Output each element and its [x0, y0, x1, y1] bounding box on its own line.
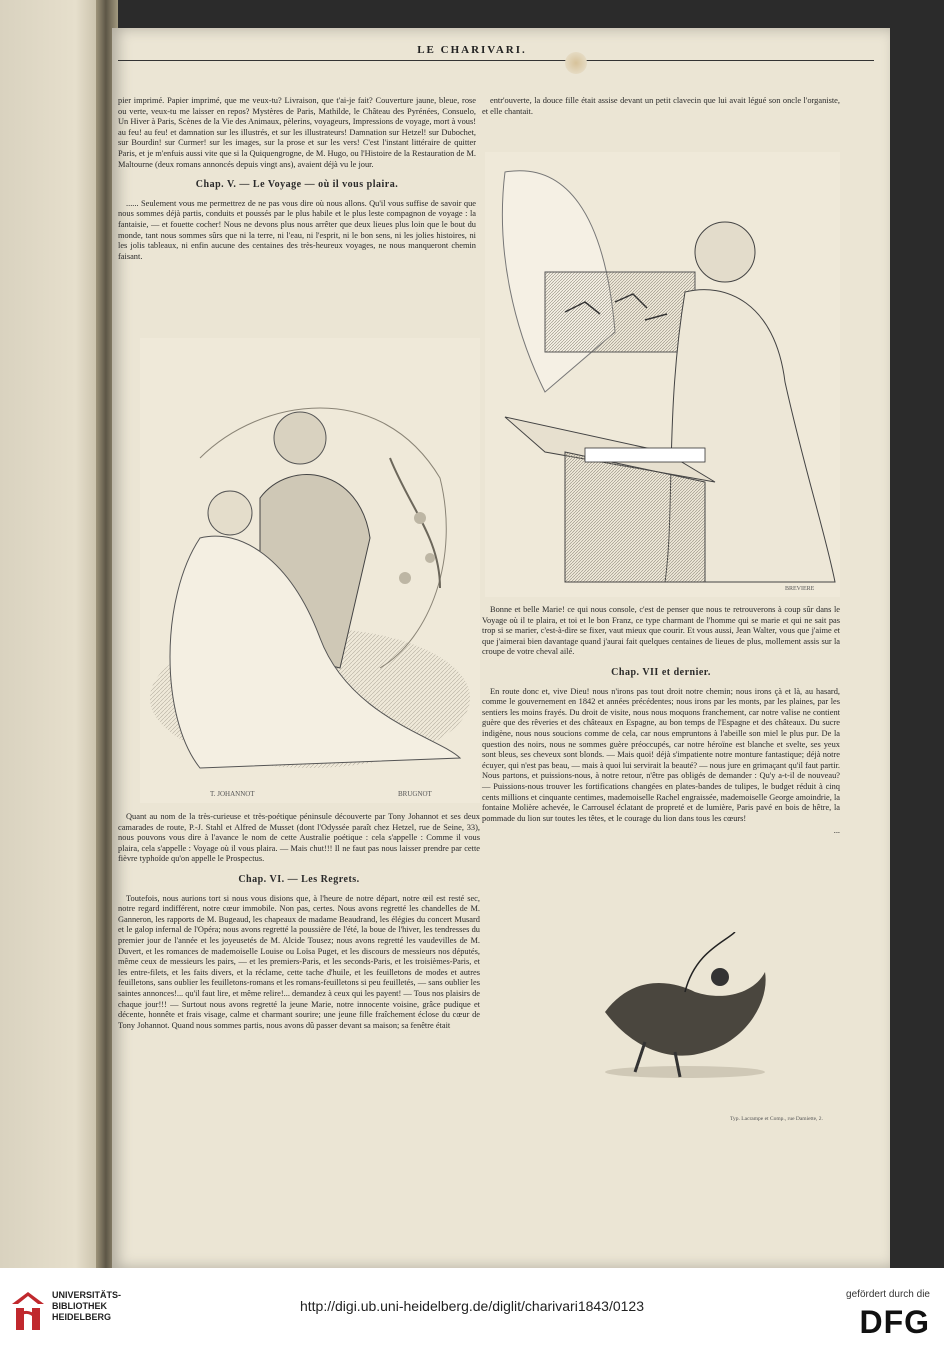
printer-imprint: Typ. Lacrampe et Comp., rue Damiette, 2.	[730, 1116, 823, 1122]
illustration-couple	[140, 338, 480, 803]
chapter-7-text: En route donc et, vive Dieu! nous n'irons pas tout droit notre chemin; nous irons çà et là, au hasard, comme le gouvernement en 1842 et années précédentes; nous irons par les monts, par les plaines, par les sentiers les moins frayés. Du droit de visite, nous nous moquons franchement, car notre valise ne contient guère que des rêveries et des châteaux en Espagne, au bon temps de l'Espagne et des châteaux. Du sucre indigène, nous nous soucions comme de cela, car nous empruntons à l'abeille son miel le plus pur. De la question des noirs, nous ne sommes guère préoccupés, car notre héroïne est blanche et svelte, ses yeux sont bleus, ses cheveux sont blonds. — Mais quoi! déjà s'impatiente notre monture fantastique; déjà notre écuyer, qui n'est pas beau, — mais à quoi lui servirait la beauté? — nous jure en grimaçant qu'il faut partir. Nous partons, et puissions-nous, à notre retour, n'être pas obligés de demander : Qu'y a-t-il de nouveau? — Puissions-nous trouver les fortifications changées en plates-bandes de tulipes, le budget réduit à cinq cents millions et cinquante centimes, mademoiselle Rachel engraissée, mademoiselle George amoindrie, la fontaine Molière achevée, le Carrousel éclatant de propreté et de lumière, Paris pavé en bois de hêtre, la pommade du lion sur toutes les têtes, et le courage du lion dans tous les cœurs!	[482, 686, 840, 823]
col2-top-text: entr'ouverte, la douce fille était assise devant un petit clavecin que lui avait légué son oncle l'organiste, et elle chantait.	[482, 96, 840, 116]
signature-brugnot: BRUGNOT	[398, 790, 432, 798]
col1-mid-text: Quant au nom de la très-curieuse et très-poétique péninsule découverte par Tony Johannot et ses deux camarades de route, P.-J. Stahl et Alfred de Musset (dont l'Odyssée paraît chez Hetzel, rue de Seine, 33), nous pouvons vous dire à l'avance le nom de cette Australie poétique : cela s'appelle : Comme il vous plaira, cela s'appelle : Voyage où il vous plaira. — Mais chut!!! Il ne faut pas nous laisser prendre par cette fièvre typhoïde qu'on appelle le Prospectus.	[118, 812, 480, 864]
chapter-5-text: ...... Seulement vous me permettrez de ne pas vous dire où nous allons. Qu'il vous suffise de savoir que nous sommes déjà partis, conduits et poussés par le plus habile et le plus leste compagnon de voyage : la fantaisie, — et fouette cocher! Nous ne devons plus nous arrêter que deux lieues plus loin que le bout du monde, tant nous sommes sûrs que ni la terre, ni l'eau, ni l'esprit, ni le bon sens, ni les jolies histoires, ni les jolis tableaux, ni enfin aucune des centaines des très-heureux voyages, ne nous manqueront chemin faisant.	[118, 198, 476, 261]
column-left-lower	[118, 812, 480, 1033]
chapter-6-title: Chap. VI. — Les Regrets.	[238, 873, 360, 885]
paper-stain	[565, 52, 587, 74]
column-right-lower	[482, 605, 840, 837]
column-left	[118, 96, 476, 264]
signature-johannot: T. JOHANNOT	[210, 790, 255, 798]
column-right	[482, 96, 840, 119]
chapter-7-ellipsis: ...	[833, 826, 840, 836]
library-line-2: BIBLIOTHEK	[52, 1301, 107, 1311]
signature-breviere: BREVIERE	[785, 586, 815, 592]
funded-by-label: gefördert durch die	[846, 1289, 930, 1300]
chapter-5-title: Chap. V. — Le Voyage — où il vous plaira.	[195, 179, 399, 191]
library-line-1: UNIVERSITÄTS-	[52, 1290, 122, 1300]
col1-top-text: pier imprimé. Papier imprimé, que me veux-tu? Livraison, que t'ai-je fait? Couverture jaune, bleue, rose ou verte, veux-tu me laisser en repos? Mystères de Paris, Mathilde, le Château des Pyrénées, Consuelo, Un Hiver à Paris, Scènes de la Vie des Animaux, pèlerins, voyageurs, Impressions de voyage, mort à vous! au feu! au feu! et damnation sur les illustrés, et sur les illustrateurs! Damnation sur Hetzel! sur Dubochet, sur Bourdin! sur Curmer! sur les images, sur la prose et sur les vers! C'est l'instant littéraire de quitter Paris, et je m'enfuis aussi vite que si la Quiquengrogne, de M. Hugo, ou l'Histoire de la Restauration de M. Maltourne (deux romans annoncés depuis vingt ans), avaient déjà vu le jour.	[118, 96, 476, 169]
col2-mid-text: Bonne et belle Marie! ce qui nous console, c'est de penser que nous te retrouverons à coup sûr dans le Voyage où il te plaira, et toi et le bon Franz, ce type charmant de l'homme qui se marie et qui ne sait pas trop si se marier, c'est-à-dire se fixer, vaut mieux que courir. Et vous aussi, Jean Walter, vous que j'aime et que j'aimerai bien davantage quand j'aurai fait quelques centaines de lieues de plus, mollement assis sur la croupe de votre cheval ailé.	[482, 605, 840, 657]
illustration-fantastic-rider	[585, 932, 785, 1082]
chapter-6-text: Toutefois, nous aurions tort si nous vous disions que, à l'heure de notre départ, notre œil est resté sec, notre regard indifférent, notre cœur immobile. Non pas, certes. Nous avons regretté les chandelles de M. Ganneron, les rapports de M. Bugeaud, les chapeaux de madame Beaudrand, les élégies du concert Musard et le galop infernal de l'Opéra; nous avons regretté la poussière de l'été, la boue de l'hiver, les tendresses du premier jour de l'année et les joyeusetés de M. Alcide Tousez; nous avons regretté les vaudevilles de M. Duvert, et les romances de mademoiselle Louise ou Loïsa Puget, et les discours de messieurs nos députés, même ceux de messieurs les pairs, — et les premiers-Paris, et les seconds-Paris, et les troisièmes-Paris, et les entre-filets, et les faits divers, et la réclame, cette tache d'huile, et les feuilletons de modes et autres feuilletons, sans oublier les feuilletons-romans et les romans-feuilletons si peu feuilletés, — sans oublier les saintes annonces!... qu'il faut lire, et même relire!... demandez à ceux qui les payent! — Tous nos plaisirs de chaque jour!!! — Surtout nous avons regretté la jeune Marie, notre innocente voisine, grâce pudique et décente, honnête et frais visage, calme et charmant sourire; une jeune fille fraîchement éclose du cœur de Tony Johannot. Quand nous sommes partis, nous avons dû passer devant sa maison; sa fenêtre était	[118, 893, 480, 1030]
dfg-logo[interactable]: DFG	[859, 1304, 930, 1340]
masthead: LE CHARIVARI.	[417, 44, 527, 56]
masthead-rule	[118, 60, 874, 61]
left-page	[0, 0, 108, 1268]
illustration-girl-at-harpsichord	[485, 152, 840, 597]
document-url-link[interactable]: http://digi.ub.uni-heidelberg.de/diglit/charivari1843/0123	[299, 1298, 644, 1314]
library-line-3: HEIDELBERG	[52, 1312, 112, 1322]
chapter-7-title: Chap. VII et dernier.	[611, 666, 711, 678]
